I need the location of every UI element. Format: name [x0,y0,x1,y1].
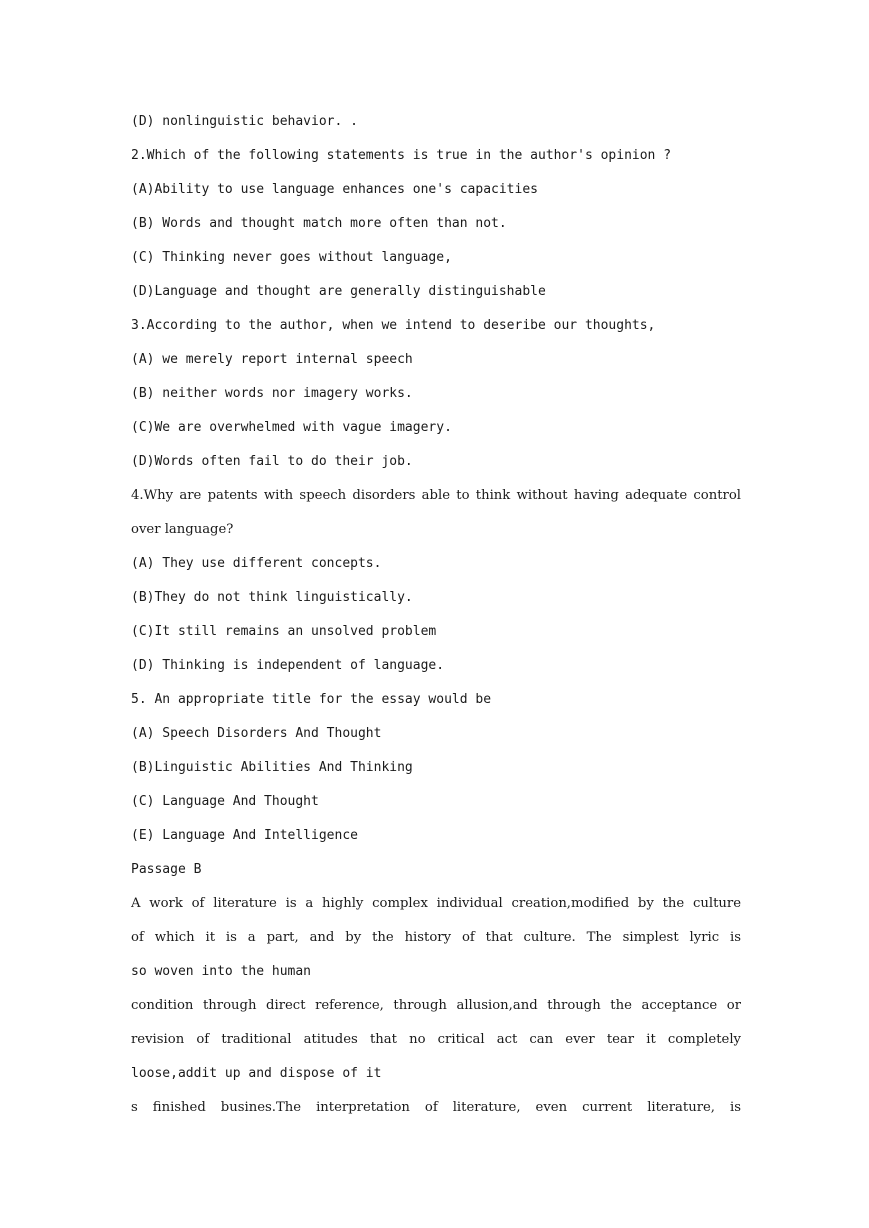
question-3: 3.According to the author, when we intend to deseribe our thoughts, [131,318,656,333]
question-2: 2.Which of the following statements is true in the author's opinion ? [131,148,672,163]
option-d-q3: (D)Words often fail to do their job. [131,454,413,469]
option-c-q3: (C)We are overwhelmed with vague imagery. [131,420,452,435]
option-b-q4: (B)They do not think linguistically. [131,590,413,605]
passage-line-6: loose,addit up and dispose of it [131,1066,382,1081]
option-e-q5: (E) Language And Intelligence [131,828,358,843]
option-d-q1: (D) nonlinguistic behavior. . [131,114,358,129]
question-4-line-2: over language? [131,522,234,537]
passage-line-3: so woven into the human [131,964,312,979]
option-a-q4: (A) They use different concepts. [131,556,382,571]
option-d-q2: (D)Language and thought are generally distinguishable [131,284,546,299]
document-body [131,105,741,1125]
option-a-q3: (A) we merely report internal speech [131,352,413,367]
option-a-q2: (A)Ability to use language enhances one's capacities [131,182,538,197]
question-5: 5. An appropriate title for the essay would be [131,692,492,707]
option-c-q5: (C) Language And Thought [131,794,319,809]
passage-line-2: of which it is a part, and by the history of that culture. The simplest lyric is [131,930,741,945]
passage-line-4: condition through direct reference, through allusion,and through the acceptance or [131,998,741,1013]
passage-line-5: revision of traditional atitudes that no critical act can ever tear it completely [131,1032,741,1047]
option-d-q4: (D) Thinking is independent of language. [131,658,445,673]
option-c-q4: (C)It still remains an unsolved problem [131,624,437,639]
question-4-line-1: 4.Why are patents with speech disorders able to think without having adequate control [131,488,741,503]
passage-line-1: A work of literature is a highly complex individual creation,modified by the culture [131,896,741,911]
option-b-q2: (B) Words and thought match more often than not. [131,216,507,231]
passage-line-7: s finished busines.The interpretation of literature, even current literature, is [131,1100,741,1115]
option-a-q5: (A) Speech Disorders And Thought [131,726,382,741]
passage-heading: Passage B [131,862,202,877]
option-c-q2: (C) Thinking never goes without language, [131,250,452,265]
option-b-q3: (B) neither words nor imagery works. [131,386,413,401]
option-b-q5: (B)Linguistic Abilities And Thinking [131,760,413,775]
